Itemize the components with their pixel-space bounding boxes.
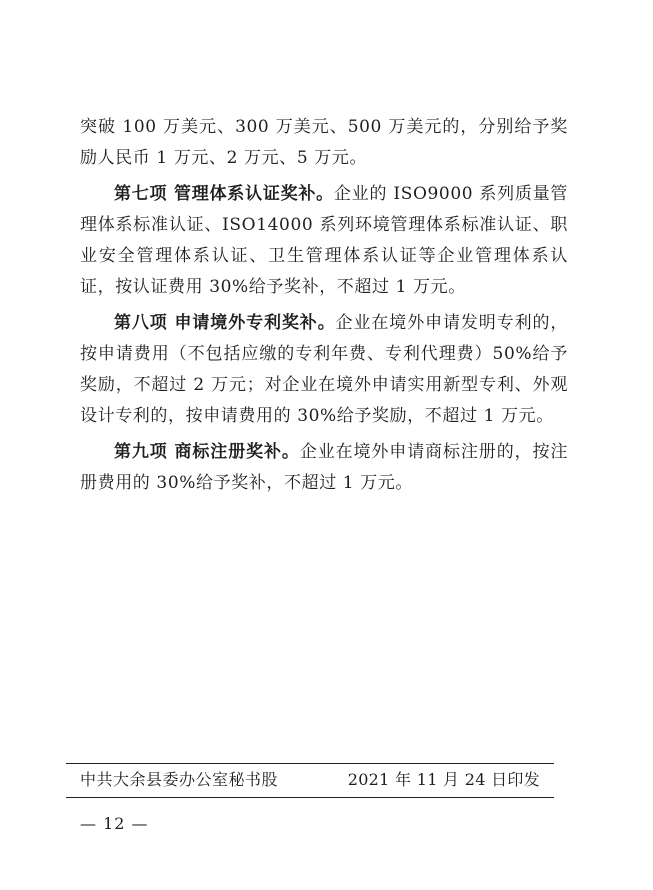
paragraph-text: 企业在境外申请商标注册的，按注册费用的 30%给予奖补，不超过 1 万元。 — [80, 442, 568, 493]
document-body — [80, 112, 568, 499]
footer-issuer: 中共大余县委办公室秘书股 — [80, 770, 279, 789]
paragraph-text: 突破 100 万美元、300 万美元、500 万美元的，分别给予奖励人民币 1 万元、2 万元、5 万元。 — [80, 117, 568, 168]
paragraph-item-8 — [80, 308, 568, 432]
page-number: — 12 — — [80, 814, 149, 833]
footer-rule-top — [66, 763, 554, 764]
item-heading: 第九项 商标注册奖补。 — [114, 442, 300, 462]
footer-date: 2021 年 11 月 24 日印发 — [347, 770, 540, 789]
item-heading: 第七项 管理体系认证奖补。 — [114, 184, 334, 204]
paragraph-text: 企业的 ISO9000 系列质量管理体系标准认证、ISO14000 系列环境管理体系标准认证、职业安全管理体系认证、卫生管理体系认证等企业管理体系认证，按认证费用 30%给予奖补，不超过 1 万元。 — [80, 184, 568, 297]
paragraph-item-9 — [80, 437, 568, 499]
paragraph-item-7 — [80, 179, 568, 303]
footer-rule-bottom — [66, 797, 554, 798]
paragraph-text: 企业在境外申请发明专利的，按申请费用（不包括应缴的专利年费、专利代理费）50%给予奖励，不超过 2 万元；对企业在境外申请实用新型专利、外观设计专利的，按申请费用的 30%给予奖励，不超过 1 万元。 — [80, 313, 568, 426]
paragraph-continuation — [80, 112, 568, 174]
item-heading: 第八项 申请境外专利奖补。 — [114, 313, 336, 333]
